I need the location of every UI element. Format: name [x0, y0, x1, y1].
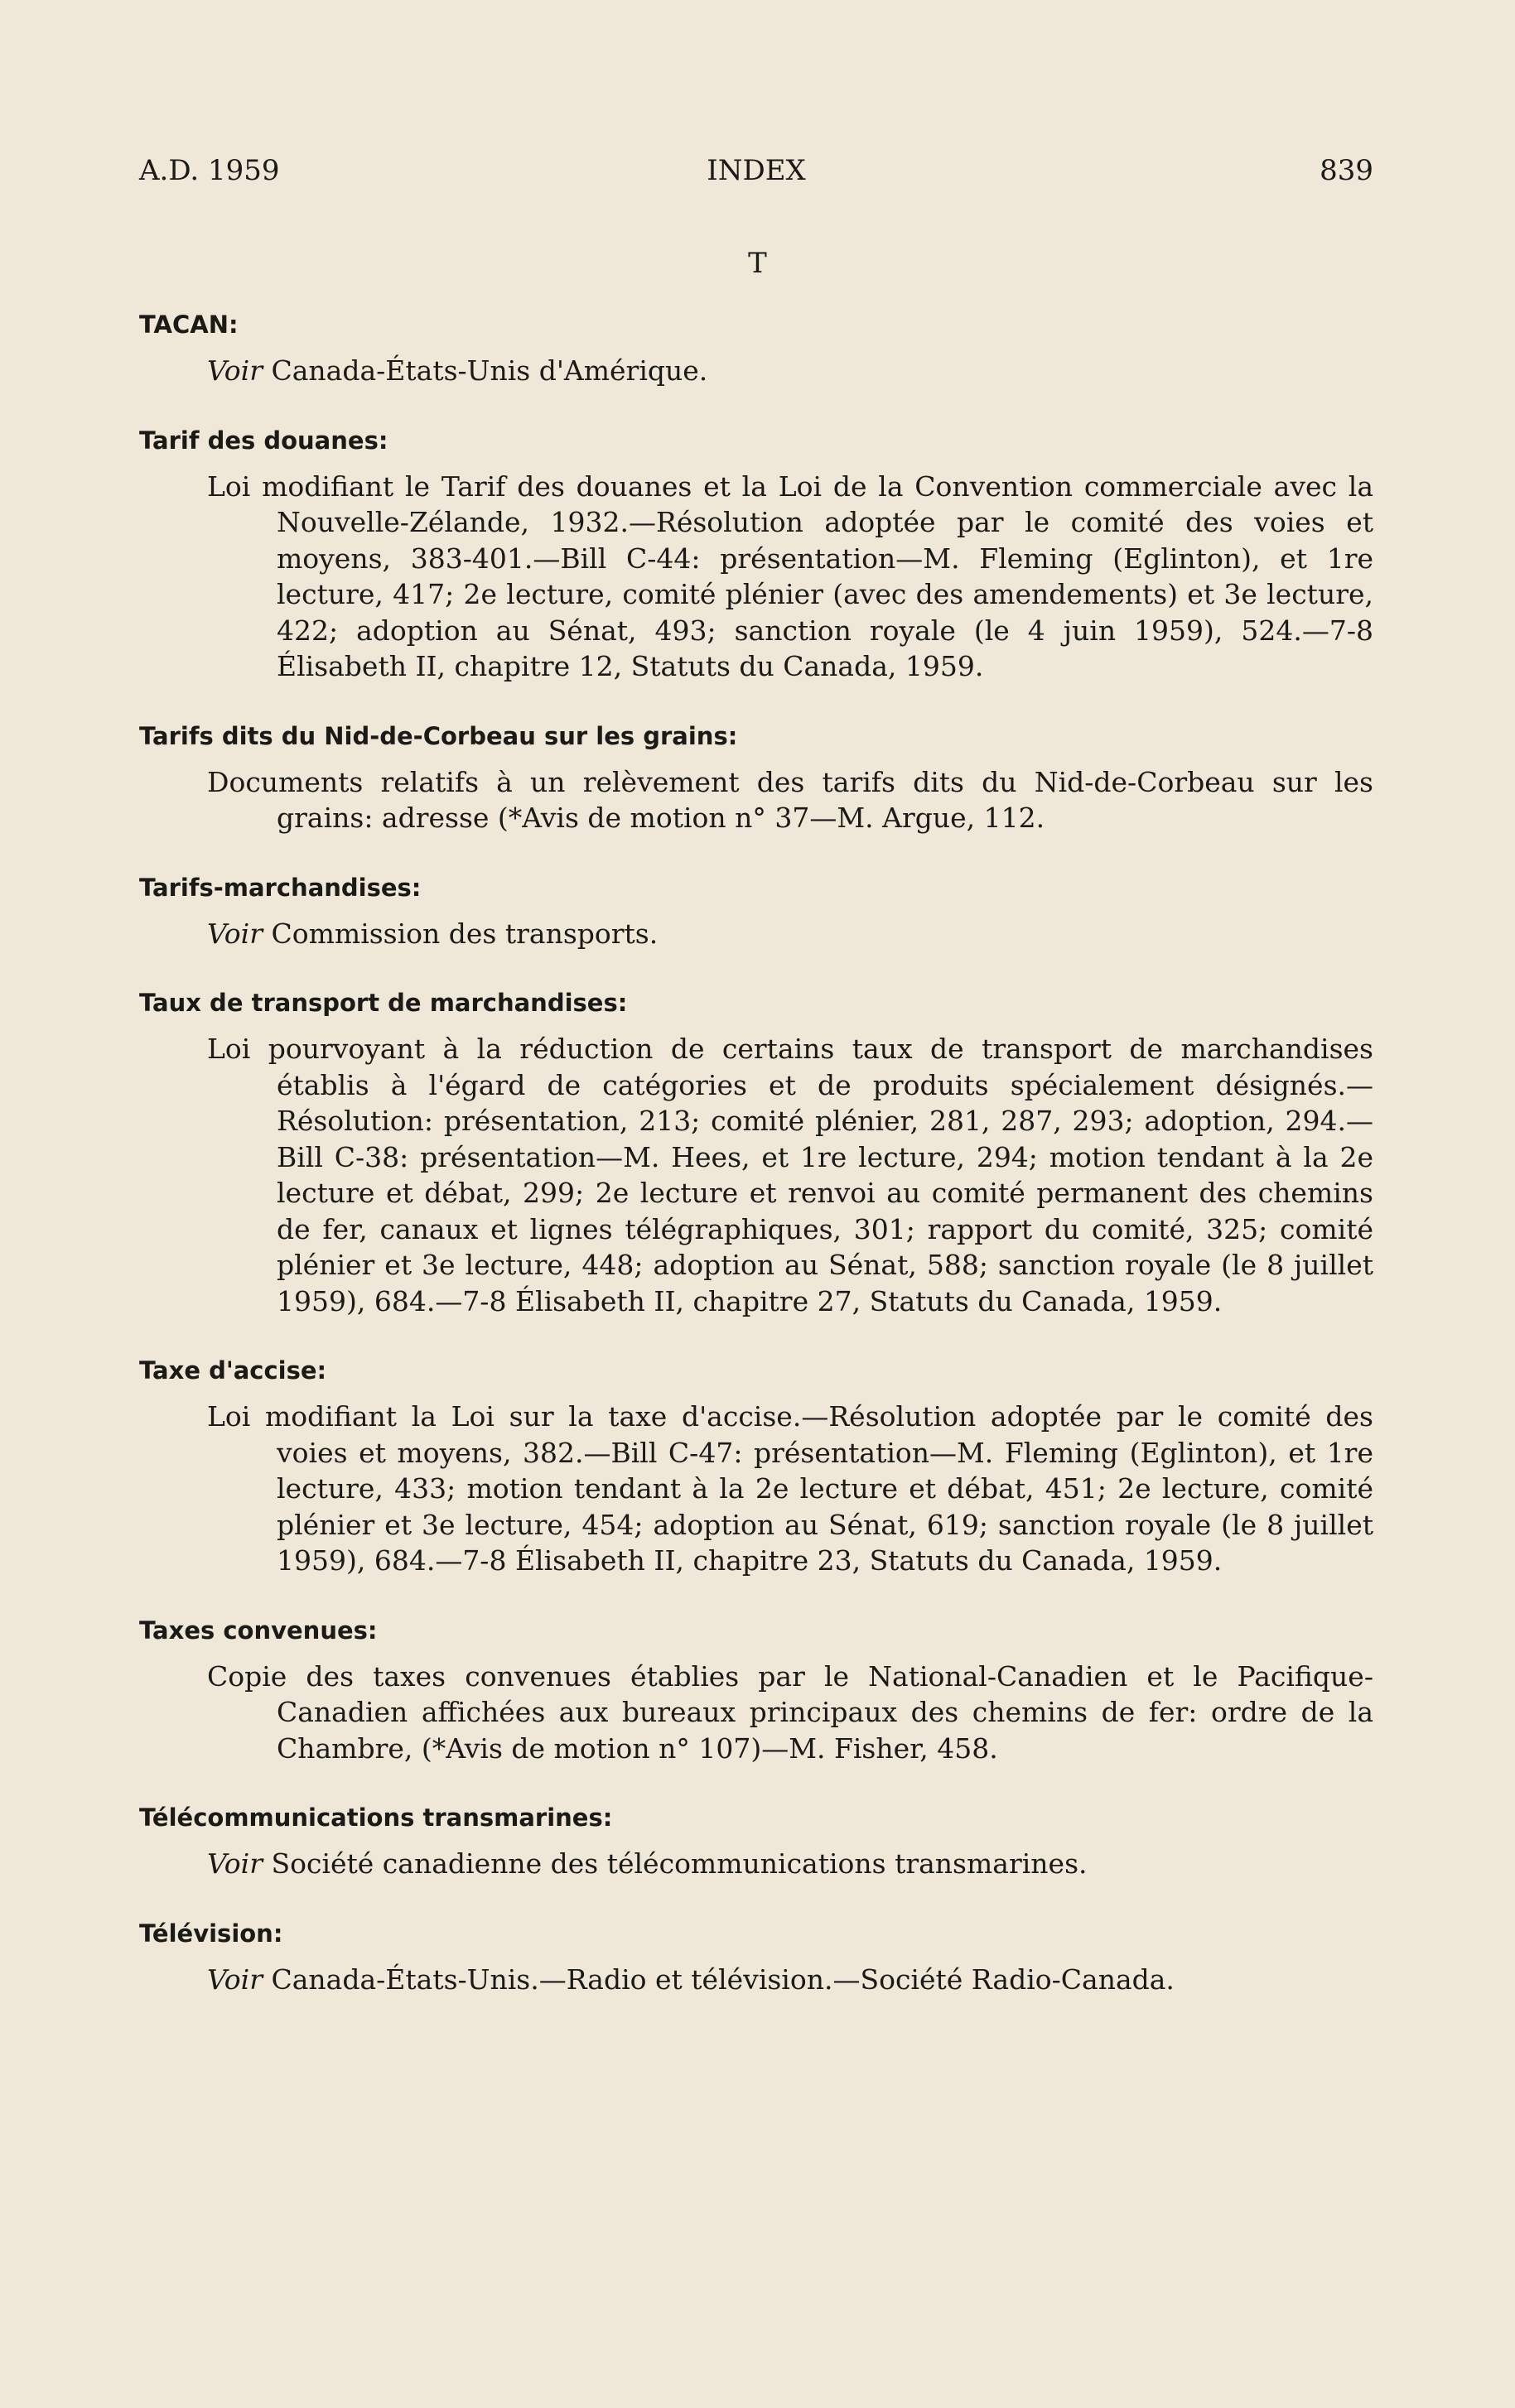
entry-text: Loi pourvoyant à la réduction de certains taux de transport de marchandises établis à l'égard de catégories et de produits spécialement désignés.—Résolution: présentation, 213; comité plénier, 281, 287, 293; adoption, 294.—Bill C-38: présentation—M. Hees, et 1re lecture, 294; motion tendant à la 2e lecture et débat, 299; 2e lecture et renvoi au comité permanent des chemins de fer, canaux et lignes télégraphiques, 301; rapport du comité, 325; comité plénier et 3e lecture, 448; adoption au Sénat, 588; sanction royale (le 8 juillet 1959), 684.—7-8 Élisabeth II, chapitre 27, Statuts du Canada, 1959.: [207, 1033, 1373, 1317]
entry-body: [139, 1846, 1373, 1882]
section-letter: T: [748, 247, 767, 280]
entry-heading: Tarif des douanes:: [139, 426, 388, 455]
running-head-title: INDEX: [707, 154, 806, 187]
voir-label: Voir: [207, 917, 263, 950]
running-head: [139, 152, 1373, 189]
index-entry-television: [139, 1917, 1373, 1998]
entry-heading: Télécommunications transmarines:: [139, 1804, 613, 1832]
entry-text: Loi modifiant la Loi sur la taxe d'accise.—Résolution adoptée par le comité des voies et moyens, 382.—Bill C-47: présentation—M. Fleming (Eglinton), et 1re lecture, 433; motion tendant à la 2e lecture et débat, 451; 2e lecture, comité plénier et 3e lecture, 454; adoption au Sénat, 619; sanction royale (le 8 juillet 1959), 684.—7-8 Élisabeth II, chapitre 23, Statuts du Canada, 1959.: [207, 1400, 1373, 1577]
entry-heading: Télévision:: [139, 1919, 283, 1948]
entry-heading: Tarifs dits du Nid-de-Corbeau sur les grains:: [139, 721, 738, 750]
voir-label: Voir: [207, 1847, 263, 1880]
index-entry-telecommunications: [139, 1801, 1373, 1882]
entry-text: Documents relatifs à un relèvement des tarifs dits du Nid-de-Corbeau sur les grains: adresse (*Avis de motion n° 37—M. Argue, 112.: [207, 765, 1373, 834]
index-entries: [139, 308, 1373, 2032]
entry-body: [139, 764, 1373, 836]
entry-body: [139, 1399, 1373, 1579]
voir-label: Voir: [207, 354, 263, 387]
page-number: 839: [1320, 154, 1373, 187]
entry-body: [139, 1962, 1373, 1998]
voir-label: Voir: [207, 1963, 263, 1996]
entry-body: [139, 469, 1373, 685]
entry-text: Canada-États-Unis.—Radio et télévision.—Société Radio-Canada.: [263, 1963, 1175, 1996]
index-entry-taxes-convenues: [139, 1614, 1373, 1767]
entry-text: Loi modifiant le Tarif des douanes et la Loi de la Convention commerciale avec la Nouvelle-Zélande, 1932.—Résolution adoptée par le comité des voies et moyens, 383-401.—Bill C-44: présentation—M. Fleming (Eglinton), et 1re lecture, 417; 2e lecture, comité plénier (avec des amendements) et 3e lecture, 422; adoption au Sénat, 493; sanction royale (le 4 juin 1959), 524.—7-8 Élisabeth II, chapitre 12, Statuts du Canada, 1959.: [207, 470, 1373, 682]
entry-text: Commission des transports.: [263, 917, 659, 950]
entry-body: [139, 353, 1373, 389]
entry-body: [139, 1659, 1373, 1767]
running-head-year: A.D. 1959: [139, 154, 280, 187]
entry-heading: Taux de transport de marchandises:: [139, 989, 628, 1017]
index-entry-tacan: [139, 308, 1373, 389]
entry-heading: Taxes convenues:: [139, 1616, 378, 1645]
entry-text: Canada-États-Unis d'Amérique.: [263, 354, 708, 387]
index-entry-taxe-d-accise: [139, 1354, 1373, 1579]
index-entry-tarifs-nid-de-corbeau: [139, 720, 1373, 836]
entry-heading: TACAN:: [139, 311, 239, 339]
entry-heading: Tarifs-marchandises:: [139, 873, 422, 902]
index-entry-tarif-des-douanes: [139, 424, 1373, 685]
index-entry-tarifs-marchandises: [139, 871, 1373, 952]
entry-text: Société canadienne des télécommunications transmarines.: [263, 1847, 1088, 1880]
index-entry-taux-de-transport: [139, 986, 1373, 1319]
entry-body: [139, 916, 1373, 952]
entry-body: [139, 1031, 1373, 1319]
entry-heading: Taxe d'accise:: [139, 1356, 327, 1385]
entry-text: Copie des taxes convenues établies par le National-Canadien et le Pacifique-Canadien affichées aux bureaux principaux des chemins de fer: ordre de la Chambre, (*Avis de motion n° 107)—M. Fisher, 458.: [207, 1659, 1373, 1765]
